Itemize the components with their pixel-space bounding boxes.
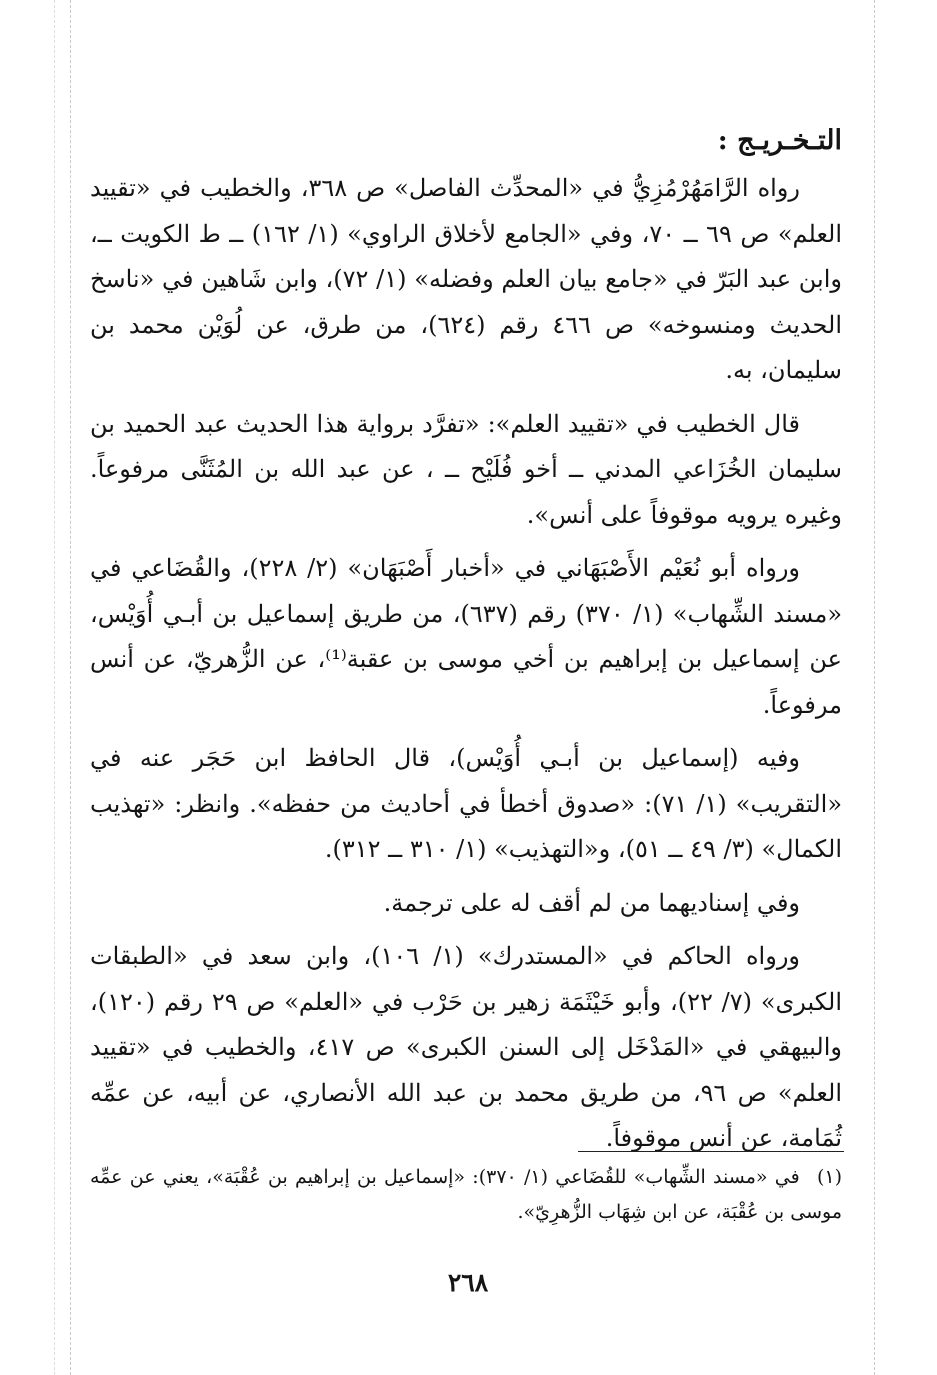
page-number: ٢٦٨ <box>447 1268 489 1297</box>
paragraph: قال الخطيب في «تقييد العلم»: «تفرَّد برواية هذا الحديث عبد الحميد بن سليمان الخُزَاعي المدني ــ أخو فُلَيْح ــ ، عن عبد الله بن المُثَنَّى مرفوعاً. وغيره يرويه موقوفاً على أنس». <box>90 409 842 529</box>
margin-guide-line <box>874 0 875 1375</box>
footnote <box>90 1160 842 1230</box>
section-heading: التـخـريـج : <box>717 125 842 156</box>
margin-guide-line <box>70 0 71 1375</box>
paragraph: ورواه أبو نُعَيْم الأَصْبَهَاني في «أخبار أَصْبَهَان» (٢/ ٢٢٨)، والقُضَاعي في «مسند الشِّهاب» (١/ ٣٧٠) رقم (٦٣٧)، من طريق إسماعيل بن أبـي أُوَيْس، عن إسماعيل بن إبراهيم بن أخي موسى بن عقبة⁽¹⁾، عن الزُّهريّ، عن أنس مرفوعاً. <box>90 554 843 719</box>
paragraph: وفي إسناديهما من لم أقف له على ترجمة. <box>383 888 800 917</box>
footnote-text: في «مسند الشِّهاب» للقُضَاعي (١/ ٣٧٠): «إسماعيل بن إبراهيم بن عُقْبَة»، يعني عن عمِّه موسى بن عُقْبَة، عن ابن شِهَاب الزُّهرِيّ». <box>90 1166 842 1223</box>
footnote-separator <box>578 1151 844 1152</box>
paragraph: رواه الرَّامَهُرْمُزِيُّ في «المحدِّث الفاصل» ص ٣٦٨، والخطيب في «تقييد العلم» ص ٦٩ ــ ٧٠، وفي «الجامع لأخلاق الراوي» (١/ ١٦٢) ــ ط الكويت ــ، وابن عبد البَرّ في «جامع بيان العلم وفضله» (١/ ٧٢)، وابن شَاهين في «ناسخ الحديث ومنسوخه» ص ٤٦٦ رقم (٦٢٤)، من طرق، عن لُوَيْن محمد بن سليمان، به. <box>90 174 843 384</box>
paragraph: وفيه (إسماعيل بن أبـي أُوَيْس)، قال الحافظ ابن حَجَر عنه في «التقريب» (١/ ٧١): «صدوق أخطأ في أحاديث من حفظه». وانظر: «تهذيب الكمال» (٣/ ٤٩ ــ ٥١)، و«التهذيب» (١/ ٣١٠ ــ ٣١٢). <box>90 744 842 863</box>
main-text <box>90 118 842 1170</box>
paragraph: ورواه الحاكم في «المستدرك» (١/ ١٠٦)، وابن سعد في «الطبقات الكبرى» (٧/ ٢٢)، وأبو خَيْثَمَة زهير بن حَرْب في «العلم» ص ٢٩ رقم (١٢٠)، والبيهقي في «المَدْخَل إلى السنن الكبرى» ص ٤١٧، والخطيب في «تقييد العلم» ص ٩٦، من طريق محمد بن عبد الله الأنصاري، عن أبيه، عن عمِّه ثُمَامة، عن أنس موقوفاً. <box>90 942 843 1152</box>
footnote-marker: (١) <box>816 1166 842 1188</box>
margin-guide-line <box>54 0 55 1375</box>
